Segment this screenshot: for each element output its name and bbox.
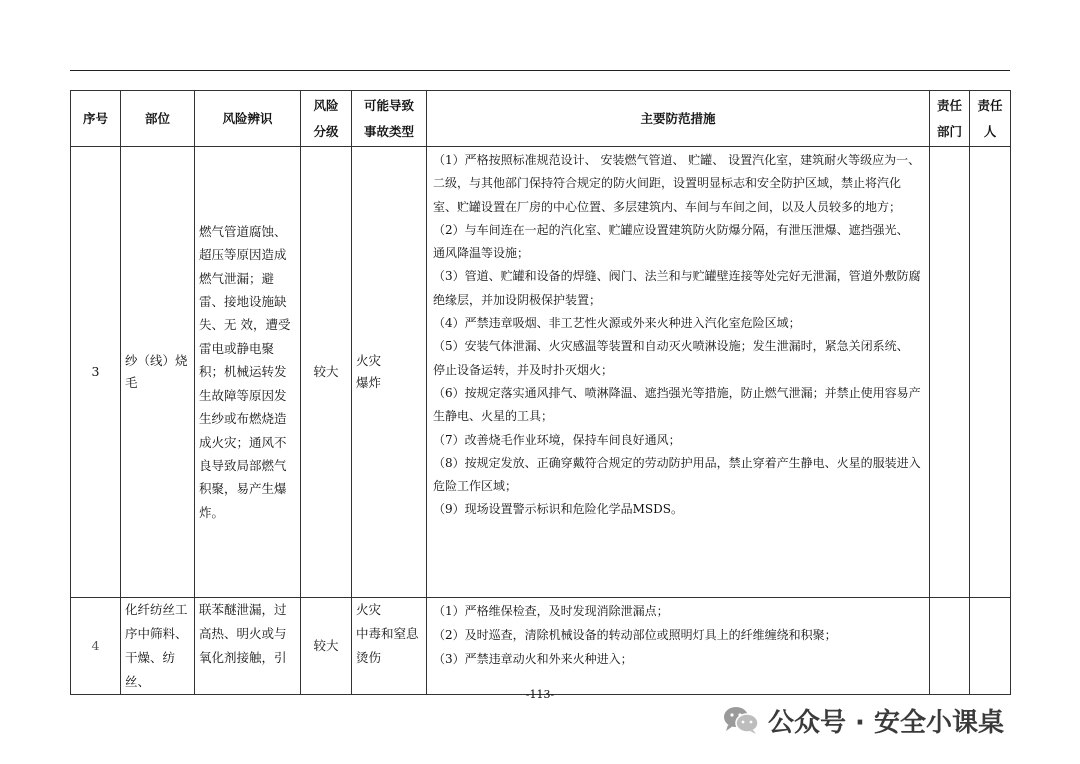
table-row bbox=[71, 598, 1011, 695]
header-risk-level-line1: 风险 bbox=[313, 97, 339, 113]
measure-item: （4）严禁违章吸烟、非工艺性火源或外来火种进入汽化室危险区域； bbox=[433, 316, 801, 331]
header-row bbox=[71, 91, 1011, 147]
header-risk-id: 风险辨识 bbox=[195, 91, 301, 147]
row-seq: 3 bbox=[71, 147, 121, 598]
measure-item: （5）安装气体泄漏、火灾感温等装置和自动灭火喷淋设施；发生泄漏时，紧急关闭系统、 停止设备运转，并及时扑灭烟火； bbox=[433, 339, 909, 377]
header-dept-line1: 责任 bbox=[936, 97, 962, 113]
header-risk-level-line2: 分级 bbox=[313, 123, 339, 139]
row-seq: 4 bbox=[71, 598, 121, 695]
table-row bbox=[71, 147, 1011, 598]
row-person bbox=[970, 147, 1011, 598]
watermark-text: 公众号 · 安全小课桌 bbox=[768, 707, 1004, 738]
row-person bbox=[970, 598, 1011, 695]
header-accident-line1: 可能导致 bbox=[363, 97, 414, 113]
measure-item: （6）按规定落实通风排气、喷淋降温、遮挡强光等措施，防止燃气泄漏；并禁止使用容易产生静电、火星的工具； bbox=[433, 385, 921, 424]
header-person bbox=[970, 91, 1011, 147]
accident-type: 烫伤 bbox=[356, 650, 382, 665]
measure-item: （2）及时巡查，清除机械设备的转动部位或照明灯具上的纤维缠绕和积聚； bbox=[433, 628, 837, 642]
row-accident bbox=[352, 147, 427, 598]
measure-item: （3）严禁违章动火和外来火种进入； bbox=[433, 652, 633, 666]
row-level: 较大 bbox=[301, 598, 352, 695]
header-person-line2: 人 bbox=[983, 123, 997, 139]
accident-type: 火灾 bbox=[356, 353, 382, 368]
row-measures bbox=[427, 598, 930, 695]
header-accident-type bbox=[352, 91, 427, 147]
row-risk-id: 燃气管道腐蚀、超压等原因造成燃气泄漏；避雷、接地设施缺失、无 效，遭受雷电或静电聚积；机械运转发生故障等原因发生纱或布燃烧造成火灾；通风不良导致局部燃气积聚，易产生爆炸。 bbox=[195, 147, 301, 598]
row-measures bbox=[427, 147, 930, 598]
header-person-line1: 责任 bbox=[977, 97, 1003, 113]
watermark bbox=[722, 700, 1004, 740]
row-dept bbox=[930, 598, 970, 695]
measure-item: （7）改善烧毛作业环境，保持车间良好通风； bbox=[433, 432, 681, 447]
page-number: -113- bbox=[525, 688, 555, 701]
measure-item: （8）按规定发放、正确穿戴符合规定的劳动防护用品，禁止穿着产生静电、火星的服装进入危险工作区域； bbox=[433, 455, 921, 494]
accident-type: 中毒和窒息 bbox=[356, 626, 419, 641]
measure-item: （9）现场设置警示标识和危险化学品MSDS。 bbox=[433, 502, 683, 517]
measure-item: （1）严格按照标准规范设计、 安装燃气管道、 贮罐、 设置汽化室，建筑耐火等级应为一、二级，与其他部门保持符合规定的防火间距，设置明显标志和安全防护区域，禁止将汽化室、贮罐设置在厂房的中心位置、多层建筑内、车间与车间之间，以及人员较多的地方； bbox=[433, 153, 921, 214]
header-dept-line2: 部门 bbox=[936, 123, 962, 139]
header-location: 部位 bbox=[121, 91, 195, 147]
header-risk-level bbox=[301, 91, 352, 147]
measure-item: （3）管道、贮罐和设备的焊缝、阀门、法兰和与贮罐壁连接等处完好无泄漏，管道外敷防腐绝缘层，并加设阴极保护装置； bbox=[433, 269, 921, 307]
header-accident-line2: 事故类型 bbox=[363, 123, 414, 139]
row-level: 较大 bbox=[301, 147, 352, 598]
risk-table bbox=[70, 90, 1011, 695]
row-location: 化纤纺丝工序中筛料、干燥、纺丝、 bbox=[121, 598, 195, 695]
top-rule bbox=[70, 70, 1010, 71]
row-risk-id: 联苯醚泄漏，过高热、明火或与氧化剂接触，引 bbox=[195, 598, 301, 695]
row-location: 纱（线）烧毛 bbox=[121, 147, 195, 598]
measure-item: （1）严格维保检查，及时发现消除泄漏点； bbox=[433, 604, 669, 618]
measure-item: （2）与车间连在一起的汽化室、贮罐应设置建筑防火防爆分隔，有泄压泄爆、遮挡强光、 通风降温等设施； bbox=[433, 222, 909, 261]
header-measures: 主要防范措施 bbox=[427, 91, 930, 147]
row-accident bbox=[352, 598, 427, 695]
accident-type: 火灾 bbox=[356, 602, 382, 617]
accident-type: 爆炸 bbox=[356, 375, 382, 390]
row-dept bbox=[930, 147, 970, 598]
header-seq: 序号 bbox=[71, 91, 121, 147]
header-dept bbox=[930, 91, 970, 147]
wechat-icon bbox=[722, 705, 760, 735]
